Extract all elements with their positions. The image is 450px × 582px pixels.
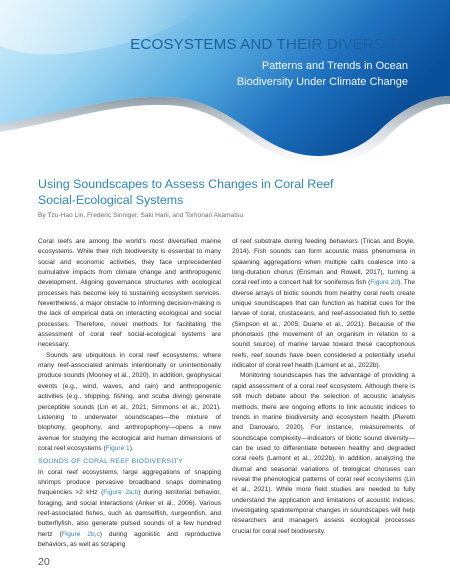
figure-link[interactable]: Figure 1	[105, 444, 130, 452]
paragraph-text: of reef substrate during feeding behaviors (Tricas and Boyle, 2014). Fish sounds can form acoustic mass phenomena in spawning aggregations when multiple calls coalesce into a long-duration chorus (Erisman and Rowell, 2017), turning a coral reef into a concert hall for soniferous fish (	[232, 238, 415, 287]
paragraph	[232, 237, 415, 371]
left-column	[38, 237, 221, 550]
paragraph-text: ).	[129, 444, 134, 452]
section-heading: SOUNDS OF CORAL REEF BIODIVERSITY	[38, 458, 183, 466]
byline: By Tzu-Hao Lin, Frederic Sinniger, Saki Harii, and Tomonari Akamatsu	[38, 212, 243, 219]
paragraph-text: ) during territorial behavior, foraging, and social interactions (Anker et al., 2006). Various reef-associated fishes, such as damselfish, surgeonfish, and butterflyfish, also generate pulsed sounds of a few hundred hertz (	[38, 489, 221, 538]
paragraph-text: ). The diverse arrays of biotic sounds from healthy coral reefs create unique soundscapes that can function as habitat cues for the larvae of coral, crustaceans, and reef-associated fish to settle (Simpson et al., 2005; Duarte et al., 2021). Because of the phonotaxis (the movement of an organism in relation to a sound source) of marine larvae toward these cacophonous reefs, reef sounds have been considered a potentially useful indicator of coral reef health (Lamont et al., 2022b).	[232, 279, 415, 370]
paragraph	[38, 468, 221, 551]
paragraph: Coral reefs are among the world's most diversified marine ecosystems. While their rich biodiversity is essential to many social and economic activities, they face unprecedented cumulative impacts from climate change and anthropogenic development. Aligning governance structures with ecological processes has become key to sustaining ecosystem services. Nevertheless, a major obstacle to informing decision-making is the lack of empirical data on interacting ecological and social processes. Therefore, novel methods for facilitating the assessment of coral reef social-ecological systems are necessary.	[38, 238, 221, 349]
series-title: ECOSYSTEMS AND THEIR DIVERSITY	[130, 36, 408, 53]
figure-link[interactable]: Figure 2d	[370, 279, 398, 287]
paragraph	[38, 351, 221, 454]
article-title: Using Soundscapes to Assess Changes in Coral Reef Social-Ecological Systems	[38, 177, 334, 207]
page-number: 20	[38, 556, 50, 568]
series-subtitle	[237, 58, 408, 90]
paragraph-text: Sounds are ubiquitous in coral reef ecosystems, where many reef-associated animals intentionally or unintentionally produce sounds (Mooney et al., 2020). In addition, geophysical events (e.g., wind, waves, and rain) and anthropogenic activities (e.g., shipping, fishing, and scuba diving) generate perceptible sounds (Lin et al., 2021; Simmons et al., 2021). Listening to underwater soundscapes—the mixture of biophony, geophony, and anthropophony—opens a new avenue for studying the ecological and human dimensions of coral reef ecosystems (	[38, 351, 221, 452]
figure-link[interactable]: Figure 2a,b	[103, 489, 139, 497]
subtitle-line: Patterns and Trends in Ocean	[261, 60, 408, 72]
paragraph: Monitoring soundscapes has the advantage of providing a rapid assessment of a coral reef ecosystem. Although there is still much debate about the selection of acoustic analysis methods, there are ongoing efforts to link acoustic indices to trends in marine biodiversity and ecosystem health (Pieretti and Danovaro, 2020). For instance, measurements of soundscape complexity—indicators of biotic sound diversity—can be used to differentiate between healthy and degraded coral reefs (Lamont et al., 2022b). In addition, analyzing the diurnal and seasonal variations of biological choruses can reveal the phenological patterns of coral reef ecosystems (Lin et al., 2021). While more field studies are needed to fully understand the application and limitations of acoustic indices, investigating spatiotemporal changes in soundscapes will help researchers and managers assess ecological processes crucial for coral reef biodiversity.	[232, 372, 415, 535]
subtitle-line: Biodiversity Under Climate Change	[236, 76, 408, 88]
paragraph-text: ) during agonistic and reproductive behaviors, as well as scraping	[38, 530, 221, 548]
right-column	[232, 237, 415, 537]
paragraph-text: In coral reef ecosystems, large aggregations of snapping shrimps produce pervasive broadband snaps dominating frequencies >2 kHz (	[38, 468, 221, 497]
figure-link[interactable]: Figure 2b,c	[61, 530, 100, 538]
